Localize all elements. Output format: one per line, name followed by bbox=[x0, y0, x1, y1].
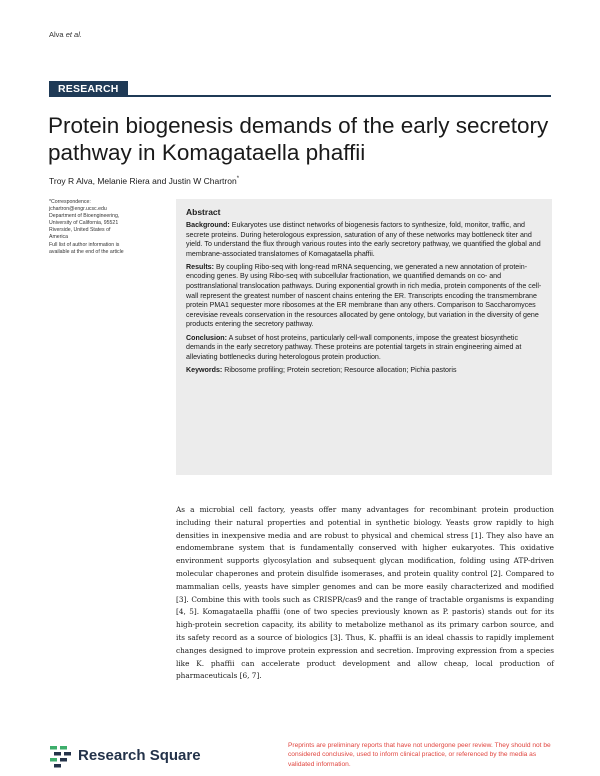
abstract-box bbox=[176, 199, 552, 475]
running-head-author: Alva bbox=[49, 30, 64, 39]
results-label: Results: bbox=[186, 262, 214, 271]
research-square-logo-icon bbox=[48, 744, 74, 768]
correspondence-email[interactable]: jchartron@engr.ucsc.edu bbox=[49, 206, 107, 213]
conclusion-label: Conclusion: bbox=[186, 333, 227, 342]
author-list bbox=[49, 176, 239, 186]
running-head-etal: et al. bbox=[65, 30, 82, 39]
section-label: RESEARCH bbox=[49, 81, 128, 97]
abstract-keywords bbox=[186, 366, 542, 376]
sidenote-line: Full list of author information is bbox=[49, 241, 120, 248]
brand-name: Research Square bbox=[78, 747, 201, 764]
section-banner bbox=[49, 81, 551, 97]
background-text: Eukaryotes use distinct networks of biogenesis factors to synthesize, fold, monitor, traffic, and secrete proteins. During heterologous expression, saturation of any of these networks may bottleneck titer and yield. To understand the flux through various routes into the early secretory pathway, we quantified the global and membrane-associated translatomes of Komagataella phaffii. bbox=[186, 221, 541, 258]
correspondence-note bbox=[49, 199, 169, 256]
author-names: Troy R Alva, Melanie Riera and Justin W Chartron bbox=[49, 176, 237, 186]
body-paragraph: As a microbial cell factory, yeasts offer many advantages for recombinant protein production including their natural properties and potential in synthetic biology. Yeasts grow rapidly to high densities in inexpensive media and are robust to physical and chemical stress [1]. They also have an endomembrane system that is fundamentally conserved with higher eukaryotes. This oxidative environment supports glycosylation and subsequent glycan modification, folding using ATP-driven molecular chaperones and protein disulfide isomerases, and protein quality control [2]. Compared to mammalian cells, yeasts have simpler genomes and can be more easily characterized and modified [3]. Combine this with tools such as CRISPR/cas9 and the range of tractable organisms is expanding [4, 5]. Komagataella phaffii (one of two species previously known as P. pastoris) stands out for its high-protein secretion capacity, its ability to metabolize methanol as its primary carbon source, and its safety record as a source of biologics [3]. Thus, K. phaffii is an ideal chassis to rapidly implement changes designed to improve protein expression and secretion. Improving expression from a species like K. phaffii can accelerate product development and allow cheap, local production of pharmaceuticals [6, 7]. bbox=[176, 505, 554, 681]
abstract-background bbox=[186, 221, 542, 259]
keywords-text: Ribosome profiling; Protein secretion; Resource allocation; Pichia pastoris bbox=[224, 365, 457, 374]
keywords-label: Keywords: bbox=[186, 365, 223, 374]
correspondence-marker: * bbox=[236, 176, 240, 183]
sidenote-line: America bbox=[49, 234, 69, 241]
sidenote-line: University of California, 95521 bbox=[49, 220, 119, 227]
sidenote-line: Riverside, United States of bbox=[49, 227, 111, 234]
abstract-results bbox=[186, 263, 542, 330]
background-label: Background: bbox=[186, 221, 230, 229]
sidenote-line: Department of Bioengineering, bbox=[49, 213, 120, 220]
paper-title: Protein biogenesis demands of the early secretory pathway in Komagataella phaffii bbox=[48, 113, 549, 165]
results-text: By coupling Ribo-seq with long-read mRNA sequencing, we generated a new annotation of protein-encoding genes. By using Ribo-seq with subcellular fractionation, we quantified demands on co- and posttranslational translocation pathways. During exponential growth in rich media, protein components of the cell-wall represent the greatest number of nascent chains entering the ER. Transcripts encoding the transmembrane protein PMA1 sequester more ribosomes at the ER membrane than any others. Comparison to Saccharomyces cerevisiae reveals conservation in the resources allocated by gene ontology, but variation in the diversity of gene products entering the secretory pathway. bbox=[186, 262, 542, 329]
abstract-conclusion bbox=[186, 334, 542, 363]
preprint-disclaimer: Preprints are preliminary reports that have not undergone peer review. They should not be considered conclusive, used to inform clinical practice, or referenced by the media as validated information. bbox=[288, 742, 551, 768]
conclusion-text: A subset of host proteins, particularly cell-wall components, impose the greatest biosynthetic demands in the early secretory pathway. These proteins are potential targets in strain engineering aimed at alleviating bottlenecks during heterologous protein production. bbox=[186, 333, 522, 361]
section-rule bbox=[49, 95, 551, 97]
abstract-heading: Abstract bbox=[186, 207, 221, 217]
running-head bbox=[49, 30, 82, 39]
sidenote-line: *Correspondence: bbox=[49, 199, 91, 205]
sidenote-line: available at the end of the article bbox=[49, 248, 124, 255]
